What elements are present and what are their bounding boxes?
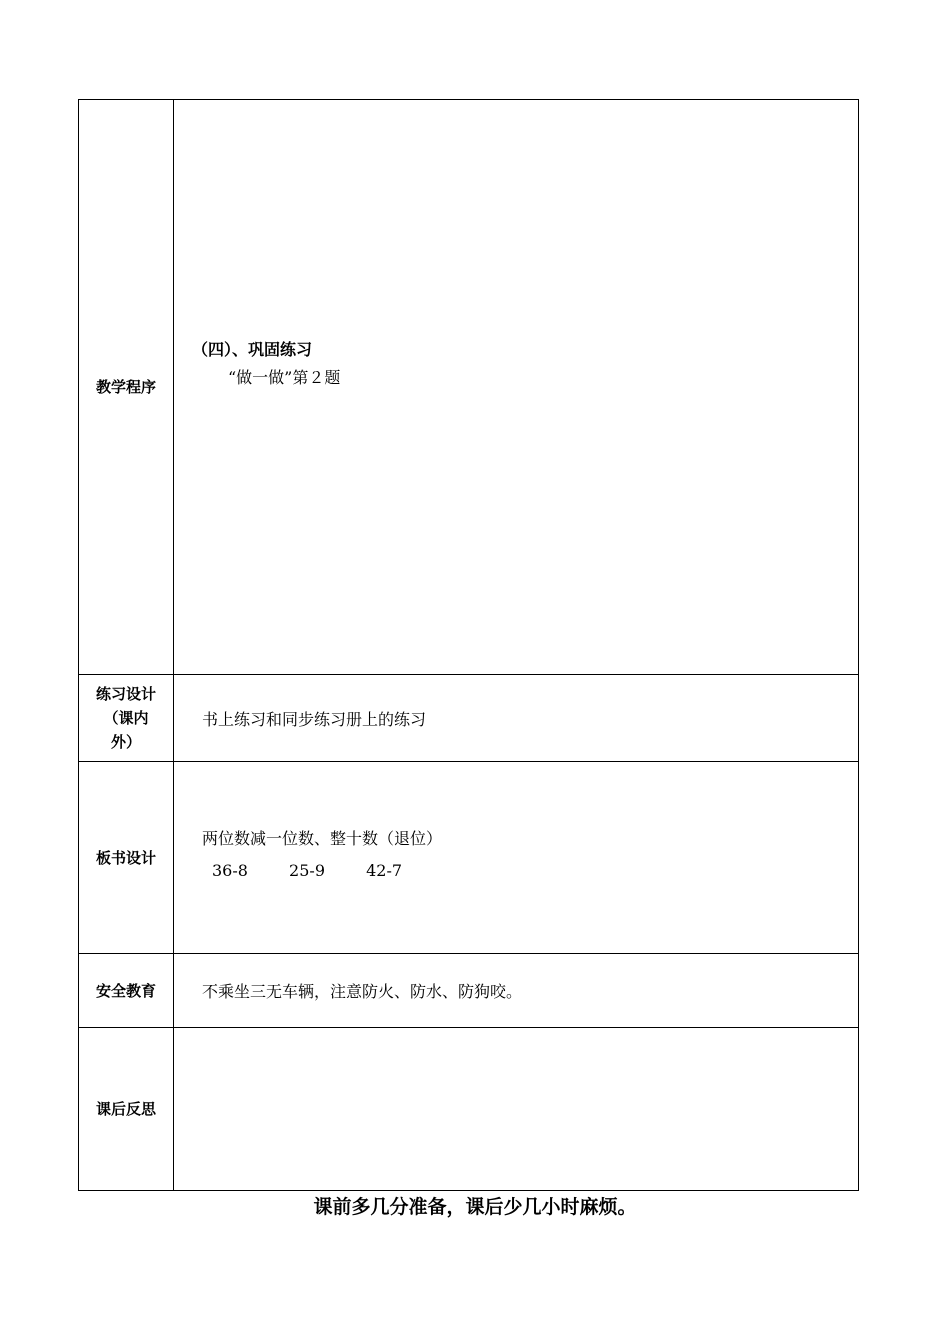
safety-label: 安全教育 bbox=[79, 954, 174, 1028]
safety-row bbox=[79, 954, 859, 1028]
board-label: 板书设计 bbox=[79, 762, 174, 954]
board-title: 两位数减一位数、整十数（退位） bbox=[202, 828, 443, 848]
safety-content: 不乘坐三无车辆，注意防火、防水、防狗咬。 bbox=[174, 954, 859, 1028]
procedure-label: 教学程序 bbox=[79, 100, 174, 675]
practice-content: 书上练习和同步练习册上的练习 bbox=[174, 675, 859, 762]
board-expressions bbox=[202, 855, 858, 887]
reflection-row bbox=[79, 1028, 859, 1191]
board-content bbox=[174, 762, 859, 954]
practice-label-line-2: （课内 bbox=[103, 709, 149, 727]
procedure-row bbox=[79, 100, 859, 675]
reflection-label: 课后反思 bbox=[79, 1028, 174, 1191]
board-expression: 25-9 bbox=[289, 860, 325, 880]
motto-text: 课前多几分准备，课后少几小时麻烦。 bbox=[313, 1196, 637, 1218]
practice-label-line-3: 外） bbox=[110, 733, 141, 751]
practice-label-line-1: 练习设计 bbox=[95, 685, 156, 703]
procedure-content bbox=[174, 100, 859, 675]
board-expression: 36-8 bbox=[212, 860, 248, 880]
reflection-content bbox=[174, 1028, 859, 1191]
practice-label bbox=[79, 675, 174, 762]
lesson-plan-table bbox=[78, 99, 859, 1191]
practice-row bbox=[79, 675, 859, 762]
board-row bbox=[79, 762, 859, 954]
board-expression: 42-7 bbox=[366, 860, 403, 880]
step-heading: （四）、巩固练习 bbox=[192, 340, 313, 359]
step-detail: “做一做”第２题 bbox=[228, 368, 341, 387]
